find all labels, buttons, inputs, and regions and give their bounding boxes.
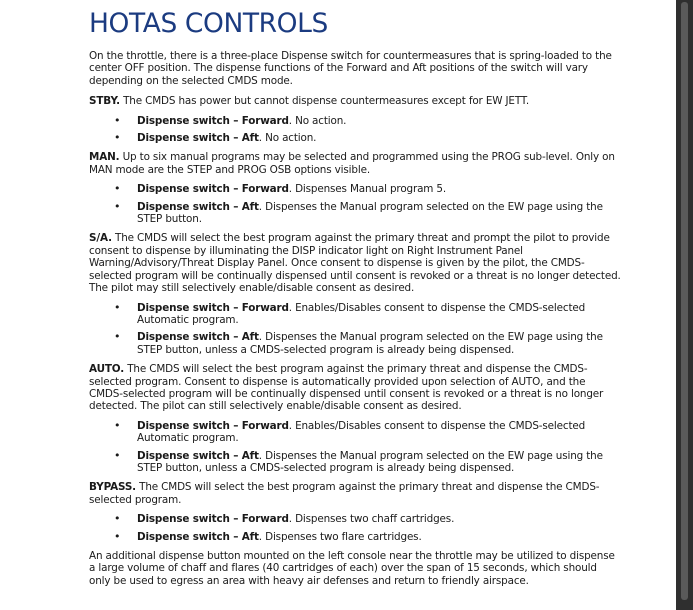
auto-paragraph xyxy=(89,363,621,413)
vertical-scrollbar[interactable] xyxy=(676,0,693,610)
bypass-list xyxy=(89,513,621,543)
item-label: Dispense switch – Forward xyxy=(137,301,289,314)
item-label: Dispense switch – Aft xyxy=(137,331,259,344)
auto-label: AUTO. xyxy=(89,363,125,376)
page-content xyxy=(89,8,621,594)
list-item xyxy=(89,450,621,475)
item-label: Dispense switch – Aft xyxy=(137,530,259,543)
auto-list xyxy=(89,420,621,475)
item-text: . Enables/Disables consent to dispense the CMDS-selected Automatic program. xyxy=(137,419,586,445)
list-item xyxy=(89,132,621,144)
man-text: Up to six manual programs may be selected and programmed using the PROG sub-level. Only on MAN mode are the STEP and PROG OSB options visible. xyxy=(89,151,615,176)
closing-paragraph: An additional dispense button mounted on the left console near the throttle may be utilized to dispense a large volume of chaff and flares (40 cartridges of each) over the span of 15 seconds, which should only be used to egress an area with heavy air defenses and return to friendly airspace. xyxy=(89,550,615,587)
man-label: MAN. xyxy=(89,151,120,164)
list-item xyxy=(89,531,621,543)
item-label: Dispense switch – Forward xyxy=(137,183,289,196)
sa-list xyxy=(89,302,621,357)
item-label: Dispense switch – Aft xyxy=(137,449,259,462)
stby-list xyxy=(89,115,621,145)
scrollbar-thumb[interactable] xyxy=(681,2,688,600)
item-text: . Dispenses the Manual program selected on the EW page using the STEP button, unless a CMDS-selected program is already being dispensed. xyxy=(137,331,603,356)
list-item xyxy=(89,115,621,127)
item-label: Dispense switch – Aft xyxy=(137,132,259,145)
list-item xyxy=(89,302,621,327)
sa-paragraph xyxy=(89,232,621,294)
item-text: . Dispenses the Manual program selected on the EW page using the STEP button, unless a CMDS-selected program is already being dispensed. xyxy=(137,449,603,474)
page-title: HOTAS CONTROLS xyxy=(89,8,328,39)
man-paragraph xyxy=(89,151,621,176)
item-text: . No action. xyxy=(258,132,317,145)
man-list xyxy=(89,183,621,225)
item-text: . Dispenses two flare cartridges. xyxy=(258,530,422,543)
item-label: Dispense switch – Forward xyxy=(137,513,289,526)
item-label: Dispense switch – Forward xyxy=(137,419,289,432)
list-item xyxy=(89,183,621,195)
sa-label: S/A. xyxy=(89,232,112,245)
list-item xyxy=(89,420,621,445)
item-text: . Dispenses two chaff cartridges. xyxy=(288,513,455,526)
stby-label: STBY. xyxy=(89,95,120,108)
stby-text: The CMDS has power but cannot dispense countermeasures except for EW JETT. xyxy=(119,95,529,108)
bypass-paragraph xyxy=(89,481,621,506)
auto-text: The CMDS will select the best program against the primary threat and dispense the CMDS-selected program. Consent to dispense is automatically provided upon selection of AUTO, and the CMDS-selected program will be continually dispensed until consent is revoked or a threat is no longer detected. The pilot can still selectively enable/disable consent as desired. xyxy=(89,363,604,413)
item-label: Dispense switch – Forward xyxy=(137,114,289,127)
item-text: . Dispenses the Manual program selected on the EW page using the STEP button. xyxy=(137,200,603,226)
item-text: . Enables/Disables consent to dispense the CMDS-selected Automatic program. xyxy=(137,301,586,326)
list-item xyxy=(89,513,621,525)
list-item xyxy=(89,201,621,226)
item-label: Dispense switch – Aft xyxy=(137,200,259,213)
bypass-label: BYPASS. xyxy=(89,481,136,494)
item-text: . No action. xyxy=(288,114,347,127)
stby-paragraph xyxy=(89,95,621,107)
bypass-text: The CMDS will select the best program against the primary threat and dispense the CMDS-selected program. xyxy=(89,481,600,506)
intro-paragraph: On the throttle, there is a three-place Dispense switch for countermeasures that is spring-loaded to the center OFF position. The dispense functions of the Forward and Aft positions of the switch will vary depending on the selected CMDS mode. xyxy=(89,50,612,87)
sa-text: The CMDS will select the best program against the primary threat and prompt the pilot to provide consent to dispense by illuminating the DISP indicator light on Right Instrument Panel Warning/Advisory/Threat Display Panel. Once consent to dispense is given by the pilot, the CMDS-selected program will be continually dispensed until consent is revoked or a threat is no longer detected. The pilot may still selectively enable/disable consent as desired. xyxy=(89,232,621,295)
list-item xyxy=(89,331,621,356)
item-text: . Dispenses Manual program 5. xyxy=(288,183,447,196)
